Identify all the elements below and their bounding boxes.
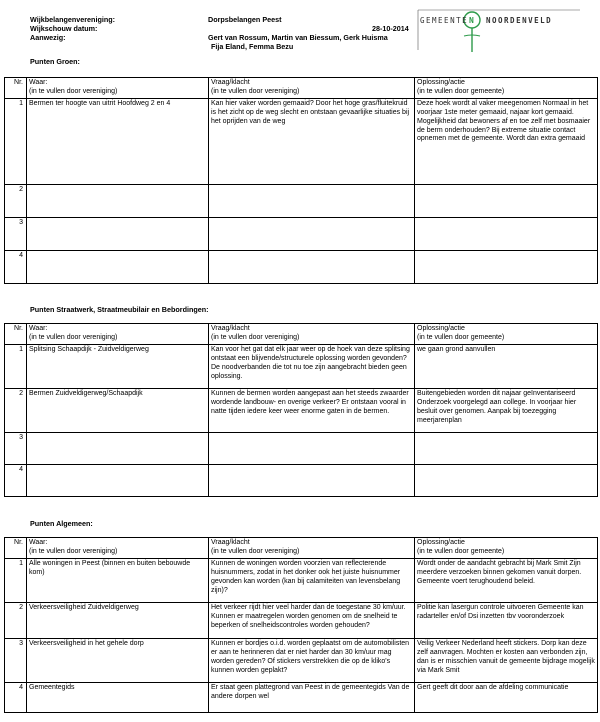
col-oplossing-sub: (in te vullen door gemeente)	[417, 333, 505, 341]
header-label-datum: Wijkschouw datum:	[30, 24, 98, 33]
cell-oplossing: Gert geeft dit door aan de afdeling communicatie	[415, 682, 598, 712]
cell-oplossing: Deze hoek wordt al vaker meegenomen Normaal in het voorjaar 1ste meter gemaaid, najaar kort gemaaid. Mogelijkheid dat bewoners af en toe zelf met bosmaaier de berm onderhouden? Bij extreme situatie contact opnemen met de gemeente. Wordt dan extra gemaaid	[415, 98, 598, 184]
table-row	[5, 98, 598, 184]
col-waar-sub: (in te vullen door vereniging)	[29, 547, 118, 555]
header-value-vereniging: Dorpsbelangen Peest	[208, 15, 282, 24]
col-oplossing	[415, 538, 598, 559]
cell-oplossing: Veilig Verkeer Nederland heeft stickers. Dorp kan deze zelf aanvragen. Mochten er kosten aan verbonden zijn, dan is er misschien vanuit de gemeente bijdrage mogelijk via Mark Smit	[415, 638, 598, 682]
logo-text-left: GEMEENTE	[420, 16, 469, 25]
cell-oplossing: Politie kan lasergun controle uitvoeren Gemeente kan radarteller en/of Dsi inzetten tbv vooronderzoek	[415, 602, 598, 638]
cell-oplossing	[415, 217, 598, 250]
cell-oplossing: we gaan grond aanvullen	[415, 344, 598, 388]
cell-oplossing: Buitengebieden worden dit najaar geïnventariseerd Onderzoek voorgelegd aan college. In voorjaar hier besluit over genomen. Aanpak bij toezegging meerjarenplan	[415, 388, 598, 432]
col-vraag-label: Vraag/klacht	[211, 325, 250, 332]
col-vraag-sub: (in te vullen door vereniging)	[211, 333, 300, 341]
col-vraag	[209, 78, 415, 99]
col-oplossing-sub: (in te vullen door gemeente)	[417, 87, 505, 95]
col-nr: Nr.	[5, 538, 27, 559]
cell-waar	[27, 432, 209, 464]
cell-vraag	[209, 184, 415, 217]
col-waar-label: Waar:	[29, 539, 48, 546]
cell-vraag	[209, 464, 415, 496]
col-waar-sub: (in te vullen door vereniging)	[29, 333, 118, 341]
table-row	[5, 388, 598, 432]
cell-waar: Verkeersveiligheid in het gehele dorp	[27, 638, 209, 682]
header-value-datum: 28-10-2014	[372, 24, 409, 33]
cell-vraag: Kan voor het gat dat elk jaar weer op de hoek van deze splitsing ontstaat een blijvende/structurele oplossing worden gevonden? De noodverbanden die tot nu toe zijn aangebracht bieden geen oplossing.	[209, 344, 415, 388]
table-row	[5, 250, 598, 283]
cell-nr: 2	[5, 388, 27, 432]
table-header-row	[5, 538, 598, 559]
table-row	[5, 682, 598, 712]
cell-waar	[27, 184, 209, 217]
cell-nr: 3	[5, 638, 27, 682]
col-waar-label: Waar:	[29, 325, 48, 332]
table-row	[5, 184, 598, 217]
table-row	[5, 602, 598, 638]
cell-vraag: Het verkeer rijdt hier veel harder dan de toegestane 30 km/uur. Kunnen er maatregelen worden genomen om de snelheid te beperken of snelheidscontroles worden gehouden?	[209, 602, 415, 638]
col-oplossing-label: Oplossing/actie	[417, 539, 465, 546]
col-nr: Nr.	[5, 78, 27, 99]
cell-nr: 3	[5, 217, 27, 250]
col-waar-sub: (in te vullen door vereniging)	[29, 87, 118, 95]
col-oplossing-label: Oplossing/actie	[417, 79, 465, 86]
cell-waar	[27, 250, 209, 283]
col-waar	[27, 78, 209, 99]
table-groen	[4, 77, 598, 284]
table-header-row	[5, 324, 598, 345]
col-nr: Nr.	[5, 324, 27, 345]
table-header-row	[5, 78, 598, 99]
cell-vraag: Kunnen er bordjes o.i.d. worden geplaatst om de automobilisten er aan te herinneren dat er niet harder dan 30 km/uur mag worden gereden? Of stickers verstrekken die op de kliko's kunnen worden geplakt?	[209, 638, 415, 682]
cell-waar: Gemeentegids	[27, 682, 209, 712]
table-row	[5, 344, 598, 388]
cell-vraag: Er staat geen plattegrond van Peest in de gemeentegids Van de andere dorpen wel	[209, 682, 415, 712]
cell-oplossing	[415, 250, 598, 283]
cell-waar: Bermen ter hoogte van uitrit Hoofdweg 2 en 4	[27, 98, 209, 184]
table-row	[5, 638, 598, 682]
cell-nr: 2	[5, 602, 27, 638]
cell-vraag: Kunnen de woningen worden voorzien van reflecterende huisnummers, zodat in het donker ook het juiste huisnummer gevonden kan worden (kan bij calamiteiten van levensbelang zijn)?	[209, 558, 415, 602]
cell-oplossing	[415, 464, 598, 496]
table-row	[5, 558, 598, 602]
col-vraag-sub: (in te vullen door vereniging)	[211, 547, 300, 555]
col-vraag-label: Vraag/klacht	[211, 79, 250, 86]
col-vraag	[209, 324, 415, 345]
cell-nr: 2	[5, 184, 27, 217]
table-row	[5, 217, 598, 250]
cell-oplossing: Wordt onder de aandacht gebracht bij Mark Smit Zijn meerdere verzoeken binnen gekomen vanuit dorpen. Gemeente voert terughoudend beleid.	[415, 558, 598, 602]
cell-vraag	[209, 432, 415, 464]
logo-text-right: NOORDENVELD	[486, 16, 553, 25]
table-row	[5, 464, 598, 496]
cell-nr: 1	[5, 98, 27, 184]
cell-nr: 4	[5, 464, 27, 496]
col-oplossing	[415, 78, 598, 99]
cell-nr: 3	[5, 432, 27, 464]
cell-vraag: Kunnen de bermen worden aangepast aan het steeds zwaarder wordende landbouw- en overige verkeer? Er ontstaan vooral in natte tijden iedere keer weer enorme gaten in de bermen.	[209, 388, 415, 432]
header-value-aanwezig-2: Fija Eland, Femma Bezu	[211, 42, 294, 51]
cell-nr: 1	[5, 558, 27, 602]
col-waar-label: Waar:	[29, 79, 48, 86]
section-title-straatwerk: Punten Straatwerk, Straatmeubilair en Bebordingen:	[30, 305, 209, 314]
table-row	[5, 432, 598, 464]
logo-graphic	[414, 6, 584, 54]
header-label-aanwezig: Aanwezig:	[30, 33, 66, 42]
col-vraag-sub: (in te vullen door vereniging)	[211, 87, 300, 95]
header-value-aanwezig: Gert van Rossum, Martin van Biessum, Gerk Huisma	[208, 33, 388, 42]
cell-oplossing	[415, 184, 598, 217]
col-waar	[27, 324, 209, 345]
col-oplossing	[415, 324, 598, 345]
col-waar	[27, 538, 209, 559]
cell-waar	[27, 217, 209, 250]
col-vraag-label: Vraag/klacht	[211, 539, 250, 546]
cell-waar	[27, 464, 209, 496]
table-straatwerk	[4, 323, 598, 497]
cell-nr: 4	[5, 250, 27, 283]
cell-nr: 1	[5, 344, 27, 388]
col-oplossing-sub: (in te vullen door gemeente)	[417, 547, 505, 555]
cell-waar: Bermen Zuidveldigerweg/Schaapdijk	[27, 388, 209, 432]
logo-mark: N	[469, 16, 476, 25]
cell-waar: Verkeersveiligheid Zuidveldigerweg	[27, 602, 209, 638]
col-vraag	[209, 538, 415, 559]
section-title-groen: Punten Groen:	[30, 57, 80, 66]
cell-waar: Splitsing Schaapdijk - Zuidveldigerweg	[27, 344, 209, 388]
cell-nr: 4	[5, 682, 27, 712]
section-title-algemeen: Punten Algemeen:	[30, 519, 93, 528]
gemeente-logo	[414, 6, 584, 54]
cell-vraag	[209, 250, 415, 283]
table-algemeen	[4, 537, 598, 713]
header-label-vereniging: Wijkbelangenvereniging:	[30, 15, 116, 24]
cell-vraag	[209, 217, 415, 250]
cell-vraag: Kan hier vaker worden gemaaid? Door het hoge gras/fluitekruid is het zicht op de weg slecht en ontstaan gevaarlijke situaties bij het oprijden van de weg	[209, 98, 415, 184]
cell-waar: Alle woningen in Peest (binnen en buiten bebouwde kom)	[27, 558, 209, 602]
cell-oplossing	[415, 432, 598, 464]
col-oplossing-label: Oplossing/actie	[417, 325, 465, 332]
